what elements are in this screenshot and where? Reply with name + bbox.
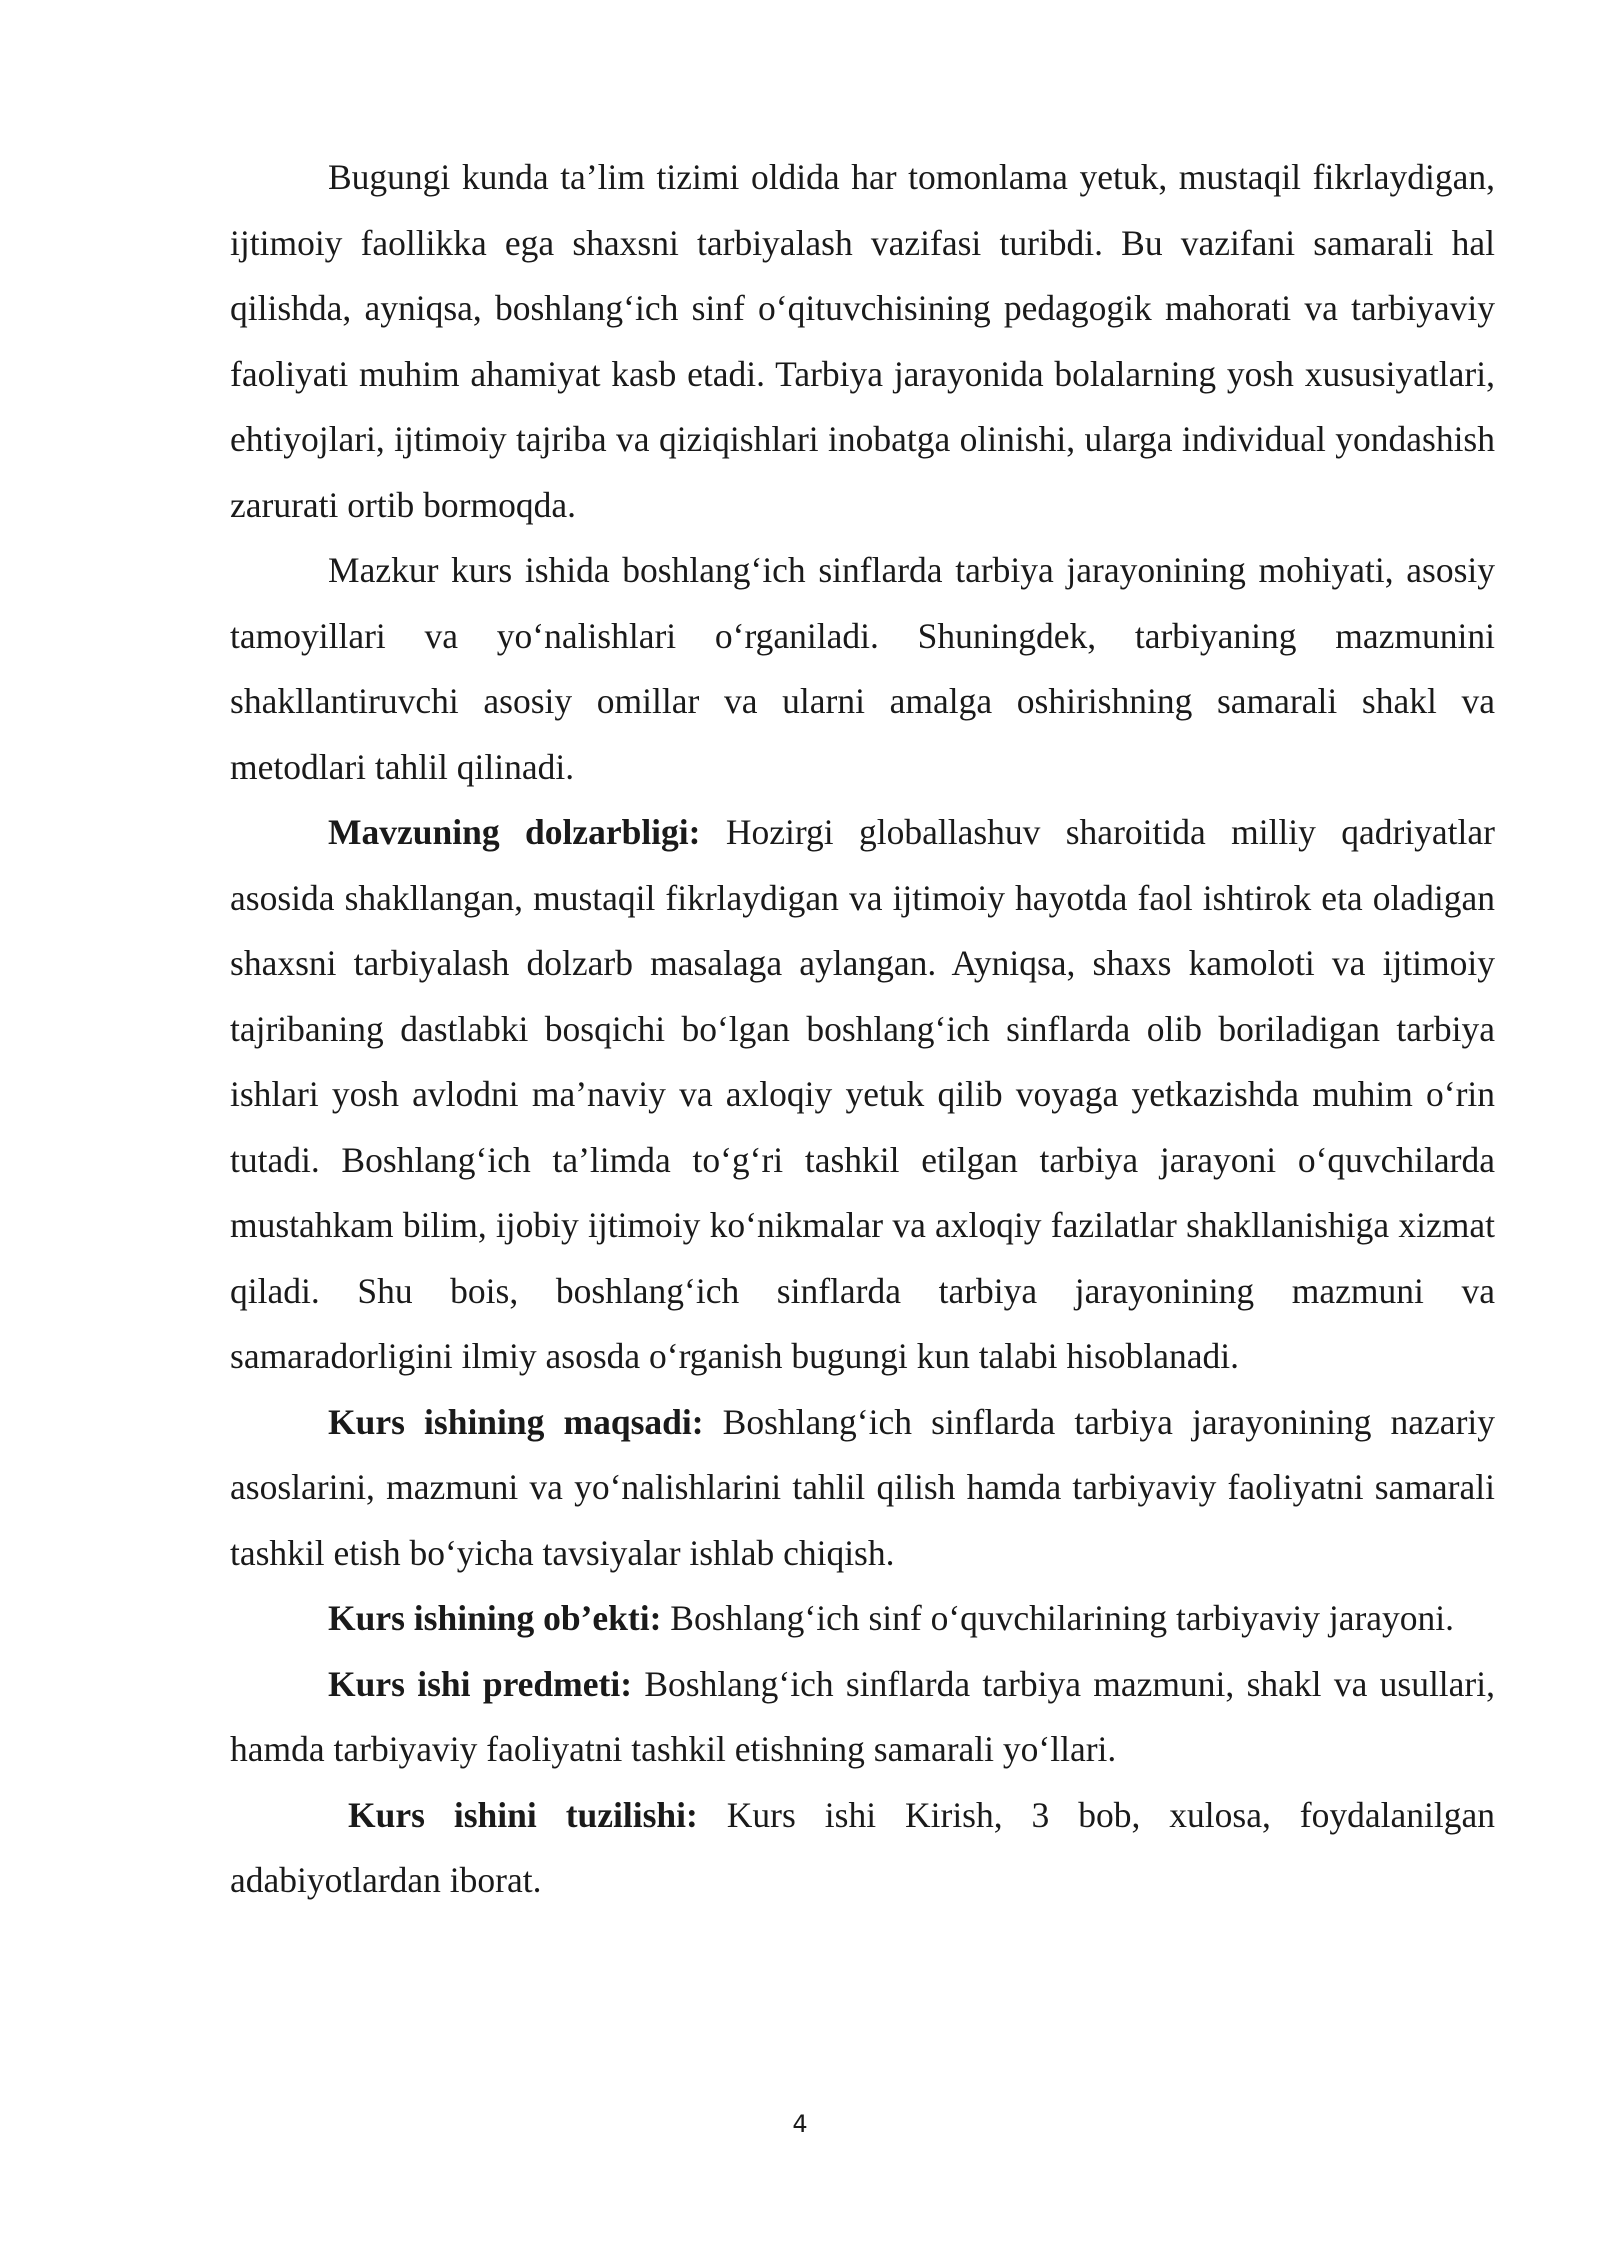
paragraph-text: Boshlang‘ich sinflarda tarbiya jarayonining nazariy asoslarini, mazmuni va yo‘nalishlarini tahlil qilish hamda tarbiyaviy faoliyatni samarali tashkil etish bo‘yicha tavsiyalar ishlab chiqish. — [230, 1401, 1496, 1573]
paragraph-text: Hozirgi globallashuv sharoitida milliy qadriyatlar asosida shakllangan, mustaqil fikrlaydigan va ijtimoiy hayotda faol ishtirok eta oladigan shaxsni tarbiyalash dolzarb masalaga aylangan. Ayniqsa, shaxs kamoloti va ijtimoiy tajribaning dastlabki bosqichi bo‘lgan boshlang‘ich sinflarda olib boriladigan tarbiya ishlari yosh avlodni ma’naviy va axloqiy yetuk qilib voyaga yetkazishda muhim o‘rin tutadi. Boshlang‘ich ta’limda to‘g‘ri tashkil etilgan tarbiya jarayoni o‘quvchilarda mustahkam bilim, ijobiy ijtimoiy ko‘nikmalar va axloqiy fazilatlar shakllanishiga xizmat qiladi. Shu bois, boshlang‘ich sinflarda tarbiya jarayonining mazmuni va samaradorligini ilmiy asosda o‘rganish bugungi kun talabi hisoblanadi. — [230, 812, 1495, 1376]
paragraph-relevance — [230, 800, 1495, 1390]
paragraph-structure — [230, 1783, 1495, 1914]
paragraph-heading: Kurs ishining maqsadi: — [328, 1401, 704, 1442]
paragraph-text: Bugungi kunda ta’lim tizimi oldida har tomonlama yetuk, mustaqil fikrlaydigan, ijtimoiy faollikka ega shaxsni tarbiyalash vazifasi turibdi. Bu vazifani samarali hal qilishda, ayniqsa, boshlang‘ich sinf o‘qituvchisining pedagogik mahorati va tarbiyaviy faoliyati muhim ahamiyat kasb etadi. Tarbiya jarayonida bolalarning yosh xususiyatlari, ehtiyojlari, ijtimoiy tajriba va qiziqishlari inobatga olinishi, ularga individual yondashish zarurati ortib bormoqda. — [230, 157, 1495, 525]
body-text — [230, 145, 1495, 1914]
paragraph-subject — [230, 1652, 1495, 1783]
page-number: 4 — [792, 2110, 808, 2138]
paragraph-heading: Kurs ishining ob’ekti: — [328, 1598, 662, 1638]
paragraph-text: Boshlang‘ich sinf o‘quvchilarining tarbiyaviy jarayoni. — [661, 1598, 1455, 1638]
paragraph-goal — [230, 1390, 1495, 1587]
paragraph-intro — [230, 145, 1495, 538]
paragraph-text: Kurs ishi Kirish, 3 bob, xulosa, foydalanilgan adabiyotlardan iborat. — [230, 1794, 1495, 1900]
paragraph-course-overview — [230, 538, 1495, 800]
paragraph-heading: Kurs ishi predmeti: — [328, 1663, 633, 1704]
paragraph-heading: Mavzuning dolzarbligi: — [328, 812, 701, 852]
paragraph-text: Mazkur kurs ishida boshlang‘ich sinflarda tarbiya jarayonining mohiyati, asosiy tamoyillari va yo‘nalishlari o‘rganiladi. Shuningdek, tarbiyaning mazmunini shakllantiruvchi asosiy omillar va ularni amalga oshirishning samarali shakl va metodlari tahlil qilinadi. — [230, 550, 1495, 787]
paragraph-heading: Kurs ishini tuzilishi: — [348, 1794, 698, 1835]
paragraph-object — [230, 1586, 1495, 1652]
paragraph-text: Boshlang‘ich sinflarda tarbiya mazmuni, shakl va usullari, hamda tarbiyaviy faoliyatni tashkil etishning samarali yo‘llari. — [230, 1663, 1495, 1769]
